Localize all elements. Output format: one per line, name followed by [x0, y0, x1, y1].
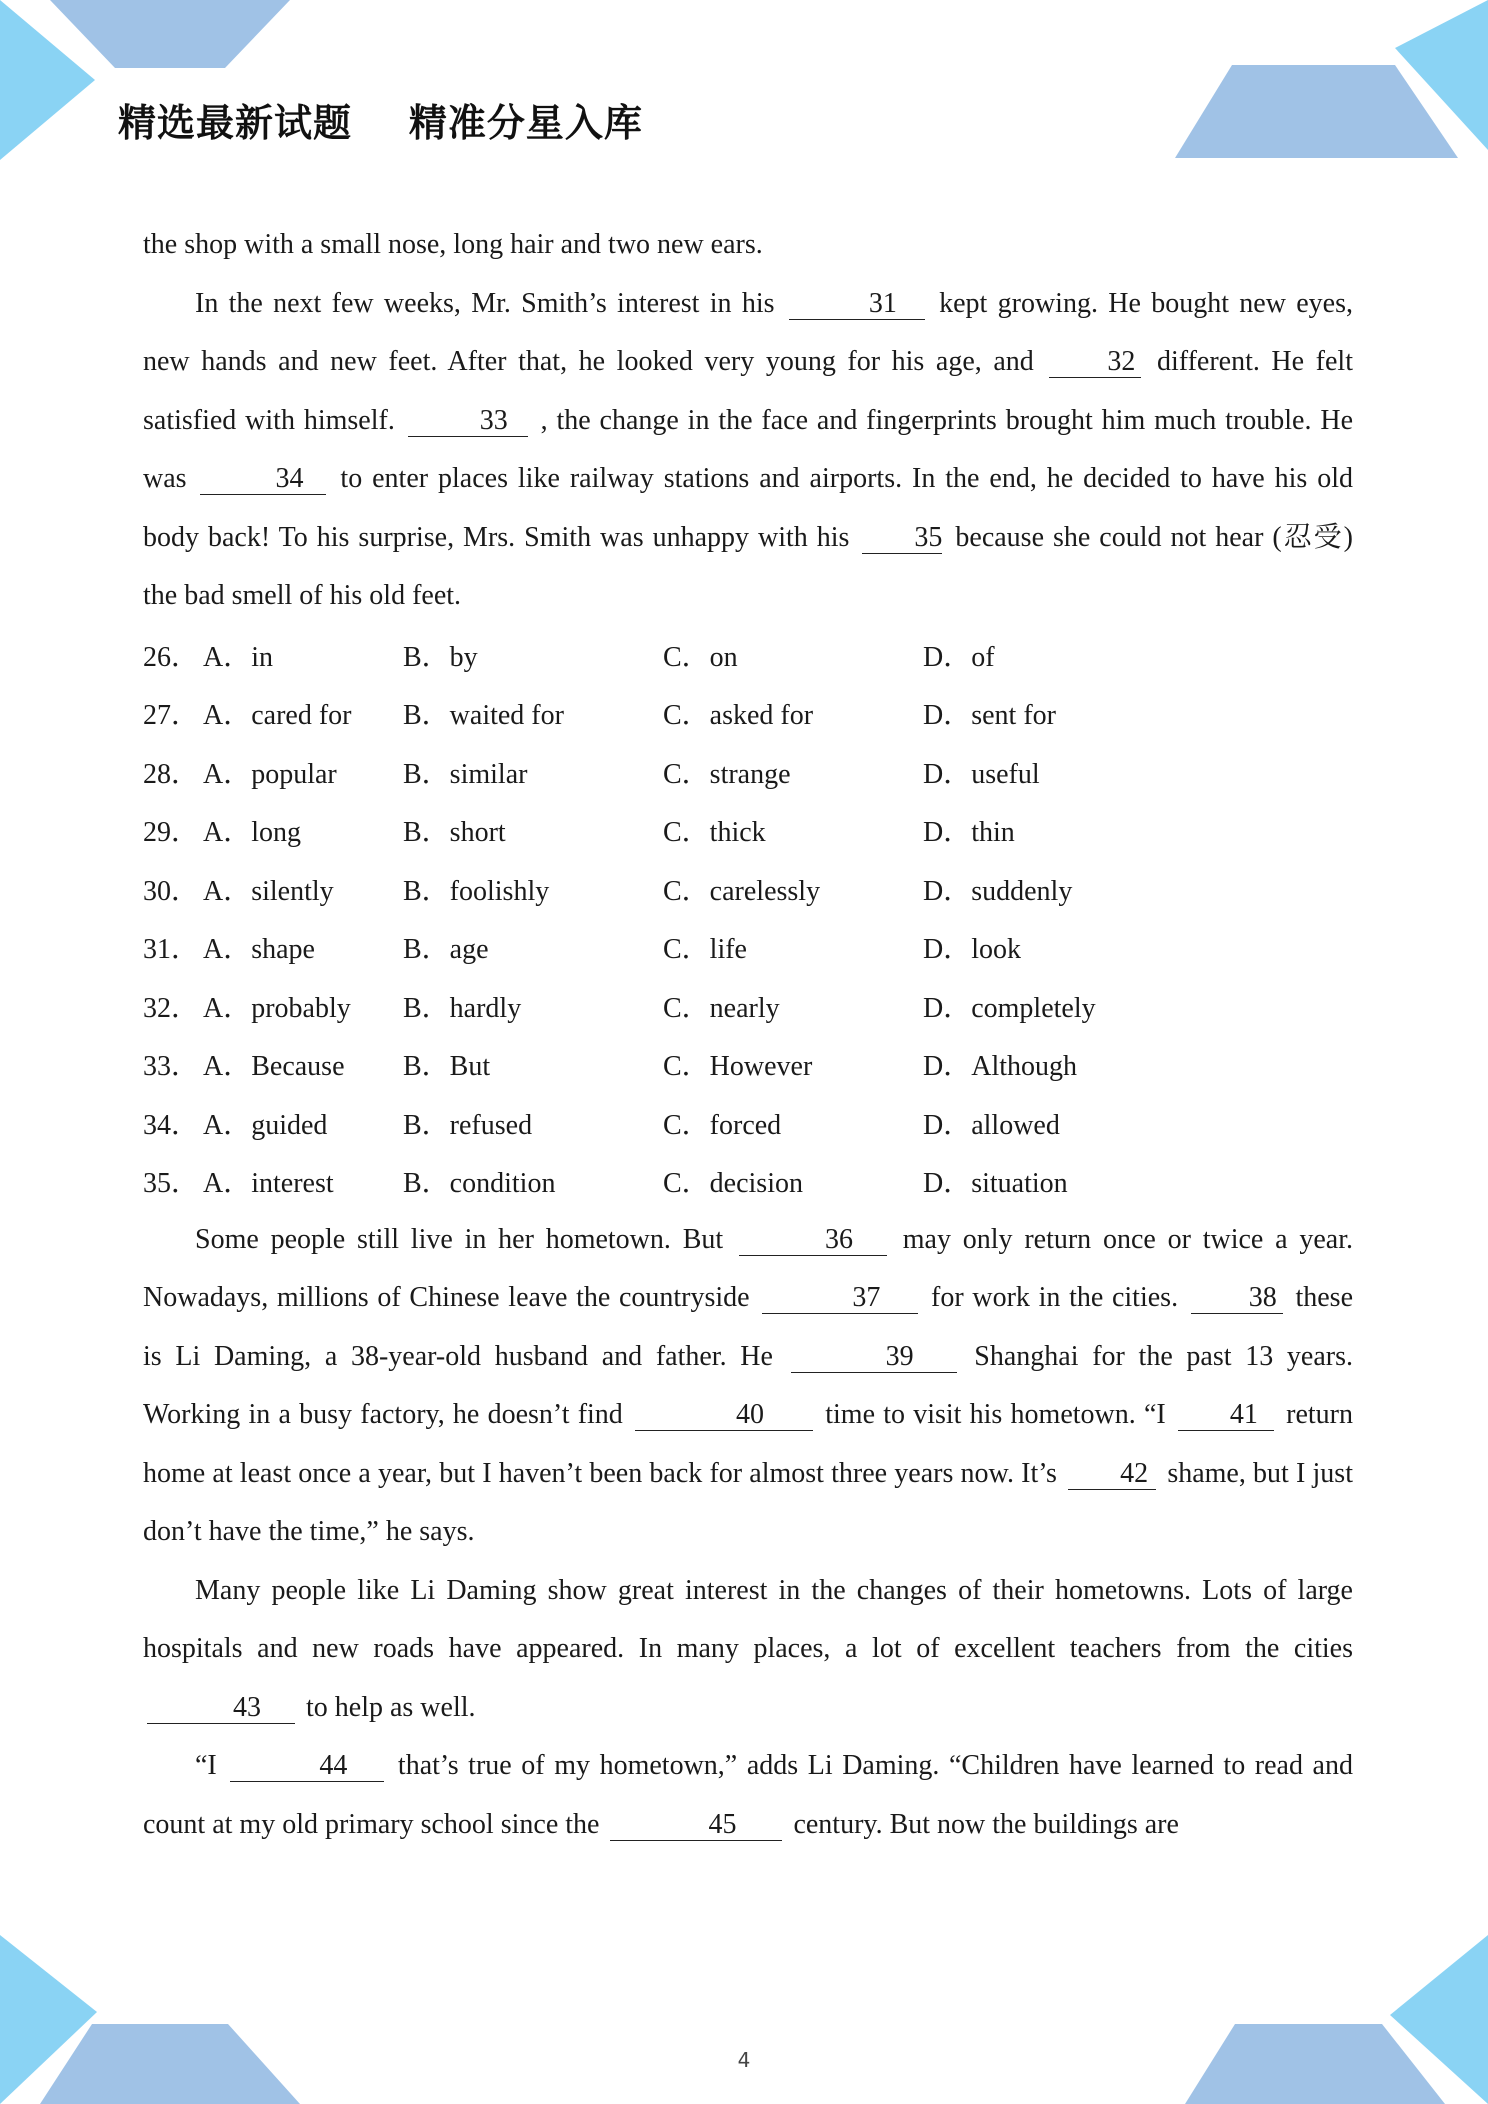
corner-trapezoid-top-left	[50, 0, 290, 68]
option-a: A．silently	[203, 875, 334, 907]
blank-40: 40	[635, 1400, 813, 1431]
text: because she could not hear (忍受) the bad smell of his old feet.	[143, 521, 1353, 611]
option-c: C．nearly	[663, 992, 780, 1024]
options-list	[143, 626, 1353, 1211]
blank-31: 31	[789, 289, 925, 320]
text: , the change in the face and fingerprints brought him much trouble. He was	[143, 404, 1354, 494]
option-a: A．in	[203, 641, 274, 673]
option-c: C．However	[663, 1051, 813, 1083]
text: shame, but I just don’t have the time,” he says.	[143, 1457, 1353, 1547]
blank-42: 42	[1068, 1459, 1156, 1490]
option-c: C．thick	[663, 817, 766, 849]
question-row	[143, 626, 1353, 685]
page-number: 4	[737, 2048, 751, 2072]
text: In the next few weeks, Mr. Smith’s interest in his	[195, 287, 785, 319]
question-row	[143, 860, 1353, 919]
option-b: B．waited for	[403, 700, 564, 732]
option-d: D．completely	[923, 992, 1096, 1024]
question-number: 32．	[143, 992, 200, 1024]
option-a: A．long	[203, 817, 302, 849]
passage2-paragraph-2	[143, 1562, 1353, 1738]
blank-43: 43	[147, 1693, 295, 1724]
option-c: C．life	[663, 934, 747, 966]
option-c: C．asked for	[663, 700, 814, 732]
question-row	[143, 918, 1353, 977]
option-d: D．of	[923, 641, 995, 673]
option-d: D．situation	[923, 1168, 1068, 1200]
text: century. But now the buildings are	[786, 1808, 1179, 1840]
text: “I	[195, 1750, 227, 1781]
blank-37: 37	[762, 1283, 918, 1314]
option-a: A．guided	[203, 1109, 328, 1141]
question-row	[143, 684, 1353, 743]
option-b: B．refused	[403, 1109, 533, 1141]
option-b: B．similar	[403, 758, 528, 790]
option-c: C．carelessly	[663, 875, 821, 907]
text: Some people still live in her hometown. But	[195, 1223, 735, 1255]
text: may only return once or twice a year. Nowadays, millions of Chinese leave the countryside	[143, 1223, 1354, 1313]
text: Shanghai for the past 13 years. Working in a busy factory, he doesn’t find	[143, 1340, 1353, 1430]
question-row	[143, 743, 1353, 802]
corner-trapezoid-top-right	[1175, 65, 1458, 158]
option-b: B．condition	[403, 1168, 556, 1200]
blank-32: 32	[1049, 347, 1141, 378]
option-d: D．Although	[923, 1051, 1078, 1083]
passage2-paragraph-1	[143, 1211, 1353, 1562]
text: for work in the cities.	[922, 1282, 1187, 1313]
option-a: A．shape	[203, 934, 315, 966]
option-d: D．allowed	[923, 1109, 1060, 1141]
option-b: B．foolishly	[403, 875, 550, 907]
question-row	[143, 977, 1353, 1036]
option-a: A．probably	[203, 992, 351, 1024]
option-a: A．cared for	[203, 700, 352, 732]
option-b: B．age	[403, 934, 489, 966]
question-row	[143, 1152, 1353, 1211]
option-d: D．sent for	[923, 700, 1056, 732]
option-d: D．useful	[923, 758, 1040, 790]
passage2-paragraph-3	[143, 1737, 1353, 1854]
text: the shop with a small nose, long hair and two new ears.	[143, 229, 763, 260]
question-number: 34．	[143, 1109, 200, 1141]
passage1-paragraph-0	[143, 216, 1353, 275]
option-d: D．thin	[923, 817, 1015, 849]
option-d: D．look	[923, 934, 1022, 966]
text: to enter places like railway stations and airports. In the end, he decided to have his old body back! To his surprise, Mrs. Smith was unhappy with his	[143, 463, 1354, 553]
header-title: 精选最新试题 精准分星入库	[118, 101, 643, 145]
question-number: 35．	[143, 1168, 200, 1200]
question-number: 29．	[143, 817, 200, 849]
option-b: B．But	[403, 1051, 491, 1083]
question-number: 26．	[143, 641, 200, 673]
blank-45: 45	[610, 1810, 782, 1841]
question-number: 27．	[143, 700, 200, 732]
option-b: B．hardly	[403, 992, 522, 1024]
text: different. He felt satisfied with himself.	[143, 346, 1353, 436]
passage1-paragraph-1	[143, 275, 1353, 626]
blank-41: 41	[1178, 1400, 1274, 1431]
blank-39: 39	[791, 1342, 957, 1373]
blank-35: 35	[862, 523, 942, 554]
question-row	[143, 1094, 1353, 1153]
text: these is Li Daming, a 38-year-old husband and father. He	[143, 1282, 1354, 1372]
blank-34: 34	[200, 464, 326, 495]
text: return home at least once a year, but I haven’t been back for almost three years now. It’s	[143, 1399, 1353, 1489]
text: Many people like Li Daming show great interest in the changes of their hometowns. Lots of large hospitals and new roads have appeared. In many places, a lot of excellent teachers from the cities	[143, 1574, 1353, 1664]
blank-33: 33	[408, 406, 528, 437]
option-c: C．forced	[663, 1109, 782, 1141]
text: to help as well.	[299, 1691, 476, 1723]
question-row	[143, 801, 1353, 860]
option-c: C．strange	[663, 758, 791, 790]
text: kept growing. He bought new eyes, new hands and new feet. After that, he looked very young for his age, and	[143, 287, 1353, 377]
option-d: D．suddenly	[923, 875, 1073, 907]
option-a: A．interest	[203, 1168, 334, 1200]
option-b: B．short	[403, 817, 506, 849]
question-number: 31．	[143, 934, 200, 966]
question-row	[143, 1035, 1353, 1094]
blank-44: 44	[230, 1751, 384, 1782]
question-number: 30．	[143, 875, 200, 907]
text: that’s true of my hometown,” adds Li Daming. “Children have learned to read and count at my old primary school since the	[143, 1750, 1353, 1840]
option-a: A．popular	[203, 758, 337, 790]
option-c: C．decision	[663, 1168, 803, 1200]
question-number: 28．	[143, 758, 200, 790]
option-b: B．by	[403, 641, 478, 673]
text: time to visit his hometown. “I	[817, 1399, 1174, 1430]
blank-36: 36	[739, 1225, 887, 1256]
question-number: 33．	[143, 1051, 200, 1083]
option-a: A．Because	[203, 1051, 345, 1083]
blank-38: 38	[1191, 1283, 1283, 1314]
document-body	[143, 216, 1353, 1854]
option-c: C．on	[663, 641, 738, 673]
